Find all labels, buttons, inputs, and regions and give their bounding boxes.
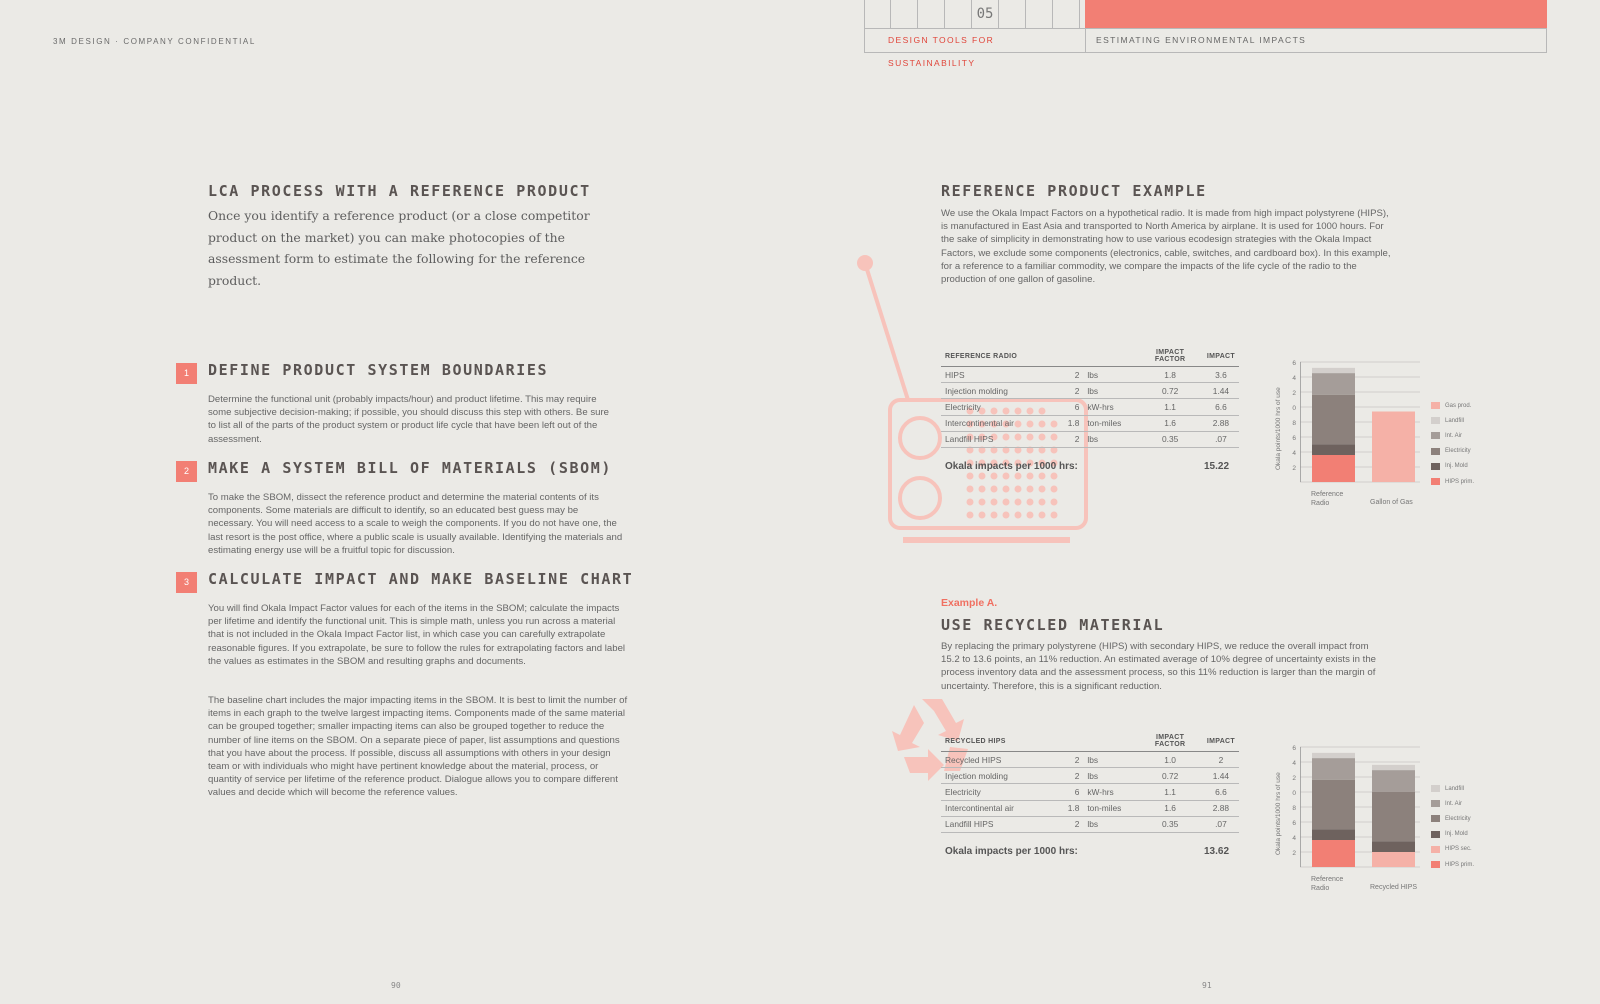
y-tick-label: 2 xyxy=(1292,390,1296,397)
bar-segment-int-air xyxy=(1372,770,1415,792)
step-text: You will find Okala Impact Factor values for each of the items in the SBOM; calculate the impacts per lifetime and identify the functional unit. This is simple math, unless you run across a material that is not included in the Okala Impact Factor list, in which case you can carefully extrapolate reasonable figures. If you extrapolate, be sure to follow the rules for extrapolating factors and label the values as estimates in the SBOM and resulting graphs and documents. xyxy=(208,603,626,667)
cell: lbs xyxy=(1083,383,1137,399)
legend-label: Inj. Mold xyxy=(1445,831,1468,838)
chapter-number[interactable]: 05 xyxy=(972,0,999,28)
table-row xyxy=(941,784,1239,800)
legend-item xyxy=(1431,459,1474,474)
legend-label: Gas prod. xyxy=(1445,402,1472,409)
breadcrumb xyxy=(864,28,1547,68)
reference-radio-table xyxy=(941,349,1239,448)
cell: ton-miles xyxy=(1083,800,1137,816)
col-header xyxy=(1083,349,1137,367)
cell: 2 xyxy=(1060,431,1083,447)
legend-swatch xyxy=(1431,785,1440,792)
recycled-hips-table xyxy=(941,734,1239,833)
chapter-tab[interactable] xyxy=(1026,0,1053,28)
chapter-tab[interactable] xyxy=(945,0,972,28)
bar-segment-inj-mold xyxy=(1312,829,1355,840)
bar-segment-hips-prim- xyxy=(1312,840,1355,867)
cell: lbs xyxy=(1083,431,1137,447)
bar-segment-landfill xyxy=(1312,368,1355,373)
cell: 2 xyxy=(1060,383,1083,399)
legend-label: Electricity xyxy=(1445,448,1471,455)
subsection-label[interactable]: ESTIMATING ENVIRONMENTAL IMPACTS xyxy=(1096,35,1307,45)
legend-item xyxy=(1431,444,1474,459)
cell: Electricity xyxy=(941,399,1060,415)
table-row xyxy=(941,367,1239,383)
total-value: 13.62 xyxy=(1204,846,1230,857)
legend-item xyxy=(1431,781,1474,796)
y-tick-label: 4 xyxy=(1292,450,1296,457)
cell: 1.6 xyxy=(1137,800,1203,816)
legend-label: Electricity xyxy=(1445,815,1471,822)
step-text: To make the SBOM, dissect the reference product and determine the material contents of its components. Some materials are difficult to identify, so an educated best guess may be necessary. You will need access to a scale to weigh the components. If you do not have one, the last resort is the post office, where a public scale is usually available. Identifying the materials and estimating energy use will be a fruitful topic for discussion. xyxy=(208,492,623,556)
bar-segment-hips-sec- xyxy=(1372,852,1415,867)
bar-segment-electricity xyxy=(1312,395,1355,445)
legend-swatch xyxy=(1431,478,1440,485)
cell: 1.8 xyxy=(1060,415,1083,431)
reference-example-text: We use the Okala Impact Factors on a hypothetical radio. It is made from high impact polystyrene (HIPS), is manufactured in East Asia and transported to North America by airplane. It is used for 1000 hours. For the sake of simplicity in demonstrating how to use various ecodesign strategies with the Okala Impact Factors, we exclude some components (electronics, cable, switches, and cardboard box). In this example, for a reference to a familiar commodity, we compare the impacts of the life cycle of the radio to the production of one gallon of gasoline. xyxy=(941,208,1391,286)
legend-item xyxy=(1431,857,1474,872)
col-header: IMPACT xyxy=(1203,734,1239,752)
page-number: 91 xyxy=(1202,981,1212,990)
cell: 0.72 xyxy=(1137,768,1203,784)
cell: Landfill HIPS xyxy=(941,816,1060,832)
bar-segment-landfill xyxy=(1312,753,1355,758)
legend-item xyxy=(1431,796,1474,811)
cell: Intercontinental air xyxy=(941,415,1060,431)
y-tick-label: 8 xyxy=(1292,420,1296,427)
cell: Landfill HIPS xyxy=(941,431,1060,447)
cell: Recycled HIPS xyxy=(941,752,1060,768)
x-category-label: Reference Radio xyxy=(1311,876,1344,892)
legend-swatch xyxy=(1431,463,1440,470)
col-header: IMPACT FACTOR xyxy=(1137,734,1203,752)
x-category-label: Gallon of Gas xyxy=(1370,499,1413,506)
cell: .07 xyxy=(1203,431,1239,447)
legend-swatch xyxy=(1431,815,1440,822)
cell: 1.44 xyxy=(1203,383,1239,399)
y-tick-label: 6 xyxy=(1292,435,1296,442)
cell: Electricity xyxy=(941,784,1060,800)
step-title: CALCULATE IMPACT AND MAKE BASELINE CHART xyxy=(208,570,634,588)
example-text: By replacing the primary polystyrene (HIPS) with secondary HIPS, we reduce the overall impact from 15.2 to 13.6 points, an 11% reduction. An estimated average of 10% degree of uncertainty exists in the process inventory data and the assessment process, so this 11% reduction is larger than the margin of uncertainty. Therefore, this is a significant reduction. xyxy=(941,641,1377,692)
cell: 1.44 xyxy=(1203,768,1239,784)
x-category-label: Recycled HIPS xyxy=(1370,884,1418,891)
legend-swatch xyxy=(1431,831,1440,838)
confidential-label: 3M DESIGN · COMPANY CONFIDENTIAL xyxy=(53,37,256,46)
example-title: USE RECYCLED MATERIAL xyxy=(941,616,1165,634)
legend-label: Landfill xyxy=(1445,417,1465,424)
cell: 1.1 xyxy=(1137,784,1203,800)
y-tick-label: 2 xyxy=(1292,775,1296,782)
y-tick-label: 2 xyxy=(1292,850,1296,857)
cell: 1.8 xyxy=(1137,367,1203,383)
table-row xyxy=(941,752,1239,768)
bar-segment-int-air xyxy=(1312,758,1355,780)
total-value: 15.22 xyxy=(1204,461,1230,472)
cell: 2.88 xyxy=(1203,415,1239,431)
chapter-nav xyxy=(864,0,1547,68)
table-row xyxy=(941,383,1239,399)
bar-segment-inj-mold xyxy=(1312,444,1355,455)
chapter-tab[interactable] xyxy=(864,0,891,28)
chapter-tab[interactable] xyxy=(918,0,945,28)
col-header: IMPACT FACTOR xyxy=(1137,349,1203,367)
step-number-badge: 2 xyxy=(176,461,197,482)
col-header xyxy=(1060,734,1083,752)
col-header xyxy=(1083,734,1137,752)
step-number-badge: 3 xyxy=(176,572,197,593)
step-number-badge: 1 xyxy=(176,363,197,384)
cell: Injection molding xyxy=(941,383,1060,399)
cell: 1.0 xyxy=(1137,752,1203,768)
legend-swatch xyxy=(1431,800,1440,807)
legend-swatch xyxy=(1431,402,1440,409)
cell: HIPS xyxy=(941,367,1060,383)
page-number: 90 xyxy=(391,981,401,990)
col-header: RECYCLED HIPS xyxy=(941,734,1060,752)
legend-swatch xyxy=(1431,432,1440,439)
table-row xyxy=(941,800,1239,816)
cell: 3.6 xyxy=(1203,367,1239,383)
cell: 1.6 xyxy=(1137,415,1203,431)
x-category-label: Reference Radio xyxy=(1311,491,1344,507)
cell: 2 xyxy=(1060,752,1083,768)
step-title: DEFINE PRODUCT SYSTEM BOUNDARIES xyxy=(208,361,549,379)
table-row xyxy=(941,399,1239,415)
y-tick-label: 4 xyxy=(1292,375,1296,382)
baseline-chart xyxy=(1300,358,1420,486)
cell: Intercontinental air xyxy=(941,800,1060,816)
legend-item xyxy=(1431,827,1474,842)
bar-segment-gas-prod- xyxy=(1372,412,1415,483)
cell: 2 xyxy=(1060,816,1083,832)
chapter-color-bar xyxy=(1085,0,1547,28)
legend-label: Int. Air xyxy=(1445,432,1463,439)
cell: lbs xyxy=(1083,816,1137,832)
legend-label: HIPS prim. xyxy=(1445,478,1475,485)
legend-item xyxy=(1431,428,1474,443)
section-label[interactable]: DESIGN TOOLS FOR SUSTAINABILITY xyxy=(865,29,1086,52)
step-text: The baseline chart includes the major impacting items in the SBOM. It is best to limit the number of items in each graph to the twelve largest impacting items. Components made of the same material can be grouped together; smaller impacting items can also be grouped together to reduce the number of line items on the SBOM. On a separate piece of paper, list assumptions and questions that you have about the process. If possible, discuss all assumptions with others in your design team or with individuals who might have pertinent knowledge about the material, process, or quantity of service per lifetime of the reference product. Dialogue allows you to compare different values and decide which will become the reference values. xyxy=(208,695,628,799)
y-tick-label: 8 xyxy=(1292,805,1296,812)
cell: 2.88 xyxy=(1203,800,1239,816)
col-header xyxy=(1060,349,1083,367)
legend-item xyxy=(1431,398,1474,413)
cell: kW-hrs xyxy=(1083,399,1137,415)
y-tick-label: 4 xyxy=(1292,760,1296,767)
legend-swatch xyxy=(1431,417,1440,424)
bar-segment-inj-mold xyxy=(1372,841,1415,852)
chart-legend xyxy=(1431,781,1474,872)
cell: 2 xyxy=(1203,752,1239,768)
legend-label: Int. Air xyxy=(1445,800,1463,807)
legend-item xyxy=(1431,811,1474,826)
total-label: Okala impacts per 1000 hrs: xyxy=(945,846,1078,857)
cell: 6 xyxy=(1060,784,1083,800)
bar-segment-landfill xyxy=(1372,765,1415,770)
cell: .07 xyxy=(1203,816,1239,832)
chart-y-axis-label: Okala points/1000 hrs of use xyxy=(1275,387,1282,470)
cell: 1.8 xyxy=(1060,800,1083,816)
y-tick-label: 0 xyxy=(1292,405,1296,412)
legend-swatch xyxy=(1431,448,1440,455)
cell: 2 xyxy=(1060,367,1083,383)
cell: lbs xyxy=(1083,367,1137,383)
cell: ton-miles xyxy=(1083,415,1137,431)
table-row xyxy=(941,415,1239,431)
legend-label: Inj. Mold xyxy=(1445,463,1468,470)
cell: 1.1 xyxy=(1137,399,1203,415)
y-tick-label: 6 xyxy=(1292,820,1296,827)
table-header-row xyxy=(941,734,1239,752)
y-tick-label: 0 xyxy=(1292,790,1296,797)
table-row xyxy=(941,768,1239,784)
y-tick-label: 2 xyxy=(1292,465,1296,472)
lca-intro: Once you identify a reference product (or a close competitor product on the market) you can make photocopies of the assessment form to estimate the following for the reference product. xyxy=(208,208,590,288)
legend-label: HIPS sec. xyxy=(1445,846,1472,853)
table-row xyxy=(941,431,1239,447)
legend-item xyxy=(1431,474,1474,489)
table-header-row xyxy=(941,349,1239,367)
cell: kW-hrs xyxy=(1083,784,1137,800)
cell: 6.6 xyxy=(1203,399,1239,415)
chapter-tab[interactable] xyxy=(891,0,918,28)
legend-label: HIPS prim. xyxy=(1445,861,1475,868)
legend-item xyxy=(1431,413,1474,428)
cell: 6.6 xyxy=(1203,784,1239,800)
legend-swatch xyxy=(1431,846,1440,853)
bar-segment-electricity xyxy=(1372,792,1415,842)
chapter-tab[interactable] xyxy=(1053,0,1080,28)
cell: 0.35 xyxy=(1137,431,1203,447)
y-tick-label: 6 xyxy=(1292,360,1296,367)
table-row xyxy=(941,816,1239,832)
chapter-tab[interactable] xyxy=(999,0,1026,28)
cell: 0.72 xyxy=(1137,383,1203,399)
cell: Injection molding xyxy=(941,768,1060,784)
col-header: IMPACT xyxy=(1203,349,1239,367)
reference-example-title: REFERENCE PRODUCT EXAMPLE xyxy=(941,182,1207,200)
y-tick-label: 6 xyxy=(1292,745,1296,752)
chart-y-axis-label: Okala points/1000 hrs of use xyxy=(1275,772,1282,855)
cell: 0.35 xyxy=(1137,816,1203,832)
legend-label: Landfill xyxy=(1445,785,1465,792)
example-label: Example A. xyxy=(941,597,998,609)
cell: lbs xyxy=(1083,752,1137,768)
y-tick-label: 4 xyxy=(1292,835,1296,842)
step-title: MAKE A SYSTEM BILL OF MATERIALS (SBOM) xyxy=(208,459,612,477)
bar-segment-hips-prim- xyxy=(1312,455,1355,482)
total-label: Okala impacts per 1000 hrs: xyxy=(945,461,1078,472)
cell: lbs xyxy=(1083,768,1137,784)
chart-legend xyxy=(1431,398,1474,489)
bar-segment-int-air xyxy=(1312,373,1355,395)
cell: 6 xyxy=(1060,399,1083,415)
lca-title: LCA PROCESS WITH A REFERENCE PRODUCT xyxy=(208,182,591,200)
chapter-tabs xyxy=(864,0,1085,28)
bar-segment-electricity xyxy=(1312,780,1355,830)
legend-swatch xyxy=(1431,861,1440,868)
step-text: Determine the functional unit (probably impacts/hour) and product lifetime. This may require some subjective decision-making; if possible, you should discuss this step with others. Be sure to list all of the parts of the product system or product life cycle that have been left out of the assessment. xyxy=(208,394,609,445)
recycled-chart xyxy=(1300,743,1420,871)
cell: 2 xyxy=(1060,768,1083,784)
legend-item xyxy=(1431,842,1474,857)
col-header: REFERENCE RADIO xyxy=(941,349,1060,367)
